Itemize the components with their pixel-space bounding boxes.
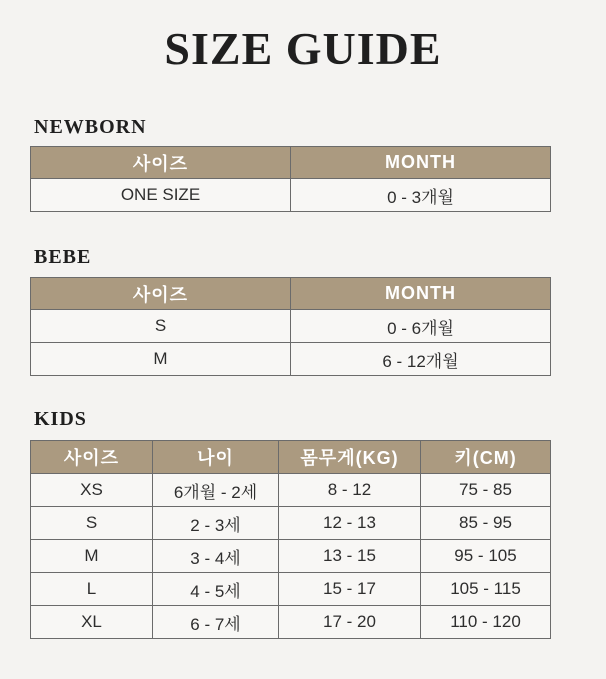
age-cell: 6개월 - 2세 [153, 474, 279, 507]
table-row [31, 507, 551, 540]
size-cell: M [31, 343, 291, 376]
month-cell: 0 - 3개월 [291, 179, 551, 212]
height-cell: 75 - 85 [421, 474, 551, 507]
weight-cell: 17 - 20 [279, 606, 421, 639]
column-header-size: 사이즈 [31, 441, 153, 474]
weight-cell: 13 - 15 [279, 540, 421, 573]
bebe-size-table [30, 277, 551, 376]
column-header-size: 사이즈 [31, 278, 291, 310]
table-row [31, 573, 551, 606]
table-row [31, 606, 551, 639]
age-cell: 2 - 3세 [153, 507, 279, 540]
size-cell: M [31, 540, 153, 573]
age-cell: 3 - 4세 [153, 540, 279, 573]
size-cell: XL [31, 606, 153, 639]
column-header-age: 나이 [153, 441, 279, 474]
month-cell: 0 - 6개월 [291, 310, 551, 343]
kids-size-table [30, 440, 551, 639]
height-cell: 95 - 105 [421, 540, 551, 573]
column-header-weight: 몸무게(KG) [279, 441, 421, 474]
column-header-month: MONTH [291, 278, 551, 310]
table-row [31, 474, 551, 507]
table-row [31, 540, 551, 573]
age-cell: 6 - 7세 [153, 606, 279, 639]
height-cell: 85 - 95 [421, 507, 551, 540]
size-cell: ONE SIZE [31, 179, 291, 212]
size-cell: S [31, 310, 291, 343]
month-cell: 6 - 12개월 [291, 343, 551, 376]
bebe-heading: BEBE [34, 246, 92, 268]
column-header-month: MONTH [291, 147, 551, 179]
height-cell: 105 - 115 [421, 573, 551, 606]
page-title: SIZE GUIDE [164, 23, 442, 74]
table-row [31, 179, 551, 212]
newborn-heading: NEWBORN [34, 116, 147, 138]
table-row [31, 343, 551, 376]
weight-cell: 15 - 17 [279, 573, 421, 606]
column-header-height: 키(CM) [421, 441, 551, 474]
height-cell: 110 - 120 [421, 606, 551, 639]
column-header-size: 사이즈 [31, 147, 291, 179]
table-row [31, 310, 551, 343]
weight-cell: 8 - 12 [279, 474, 421, 507]
size-cell: S [31, 507, 153, 540]
weight-cell: 12 - 13 [279, 507, 421, 540]
age-cell: 4 - 5세 [153, 573, 279, 606]
newborn-size-table [30, 146, 551, 212]
size-cell: L [31, 573, 153, 606]
kids-heading: KIDS [34, 408, 87, 430]
size-cell: XS [31, 474, 153, 507]
